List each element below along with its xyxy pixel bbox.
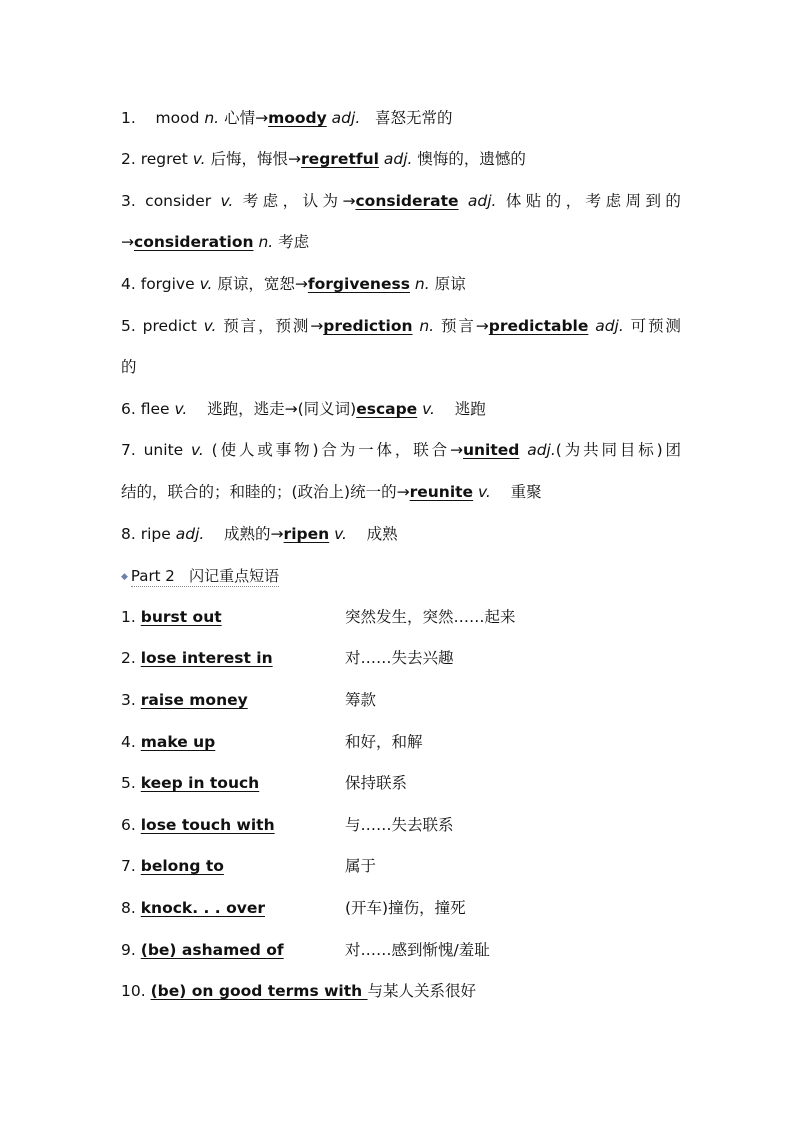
derived-pos: adj.	[383, 150, 413, 168]
phrase-meaning: 筹款	[345, 691, 377, 709]
derived-pos-2: n.	[258, 233, 274, 251]
item-number: 8.	[121, 525, 136, 543]
part-of-speech: v.	[203, 317, 217, 335]
derived-pos: n.	[414, 275, 430, 293]
phrase: (be) on good terms with	[150, 982, 368, 1000]
arrow-icon: →	[396, 483, 410, 501]
diamond-bullet-icon: ◆	[121, 572, 128, 582]
part-of-speech: v.	[199, 275, 213, 293]
meaning: 心情	[224, 109, 256, 127]
derived-meaning: 预言	[440, 317, 476, 335]
arrow-icon: →	[342, 192, 356, 210]
derived-pos: adj.	[467, 192, 497, 210]
derived-word: regretful	[301, 150, 379, 168]
vocab-item-4	[121, 274, 681, 294]
meaning-tail: 的	[121, 358, 137, 376]
derived-meaning: (为共同目标)团	[555, 441, 681, 459]
item-number: 4.	[121, 275, 136, 293]
arrow-icon: →	[255, 109, 269, 127]
derived-meaning-2: 考虑	[278, 233, 310, 251]
derived-pos: n.	[419, 317, 435, 335]
section-title-text: 闪记重点短语	[189, 567, 280, 585]
item-number: 3.	[121, 192, 136, 210]
vocab-item-5	[121, 316, 681, 336]
vocab-item-6	[121, 399, 681, 419]
derived-word: ripen	[283, 525, 330, 543]
meaning: 原谅，宽恕	[217, 275, 295, 293]
phrase-number: 9.	[121, 941, 136, 959]
phrase-item	[121, 815, 275, 835]
derived-meaning: 原谅	[434, 275, 466, 293]
phrase-number: 3.	[121, 691, 136, 709]
part-of-speech: n.	[204, 109, 220, 127]
phrase-meaning: 和好，和解	[345, 733, 423, 751]
arrow-icon: →	[121, 233, 134, 251]
phrase-number: 4.	[121, 733, 136, 751]
vocab-item-2	[121, 149, 681, 169]
vocab-item-7	[121, 440, 681, 460]
derived-pos-2: v.	[478, 483, 491, 501]
meaning: 逃跑，逃走	[207, 400, 285, 418]
phrase-item	[121, 690, 248, 710]
derived-word: prediction	[323, 317, 413, 335]
phrase-item	[121, 732, 215, 752]
item-number: 5.	[121, 317, 136, 335]
item-number: 2.	[121, 150, 136, 168]
derived-word: escape	[356, 400, 418, 418]
phrase-number: 6.	[121, 816, 136, 834]
phrase-meaning: 属于	[345, 857, 377, 875]
derived-pos: adj.	[331, 109, 361, 127]
section-heading-part-2	[121, 566, 279, 587]
phrase-meaning: 突然发生，突然……起来	[345, 608, 516, 626]
phrase-number: 10.	[121, 982, 146, 1000]
phrase: knock. . . over	[140, 899, 265, 917]
arrow-icon: →	[310, 317, 324, 335]
derived-meaning: 体贴的，考虑周到的	[505, 192, 681, 210]
derived-meaning-continued: 结的，联合的；和睦的；(政治上)统一的	[121, 483, 397, 501]
headword: regret	[140, 150, 188, 168]
vocab-item-3-continued	[121, 232, 681, 252]
phrase: keep in touch	[140, 774, 260, 792]
phrase: make up	[140, 733, 216, 751]
arrow-icon: →	[288, 150, 302, 168]
derived-word-2: reunite	[409, 483, 474, 501]
part-of-speech: v.	[220, 192, 234, 210]
vocab-item-5-continued	[121, 357, 681, 377]
vocab-item-7-continued	[121, 482, 681, 502]
phrase: lose interest in	[140, 649, 273, 667]
phrase: burst out	[140, 608, 222, 626]
derived-meaning-2: 重聚	[510, 483, 542, 501]
phrase-item	[121, 607, 222, 627]
phrase: belong to	[140, 857, 224, 875]
arrow-icon: →	[449, 441, 463, 459]
derived-pos: v.	[422, 400, 435, 418]
part-of-speech: adj.	[175, 525, 205, 543]
part-of-speech: v.	[191, 441, 204, 459]
phrase-item	[121, 856, 224, 876]
derived-word-2: consideration	[134, 233, 254, 251]
vocab-item-3	[121, 191, 681, 211]
derived-meaning-2: 可预测	[630, 317, 681, 335]
phrase-meaning: 保持联系	[345, 774, 408, 792]
derived-meaning: 喜怒无常的	[375, 109, 453, 127]
phrase-number: 7.	[121, 857, 136, 875]
section-title	[131, 567, 279, 587]
phrase: lose touch with	[140, 816, 275, 834]
headword: consider	[145, 192, 212, 210]
derived-pos-2: adj.	[595, 317, 624, 335]
phrase-item	[121, 898, 265, 918]
item-number: 7.	[121, 441, 136, 459]
meaning: 考虑，认为	[242, 192, 343, 210]
headword: mood	[155, 109, 200, 127]
phrase-meaning: (开车)撞伤，撞死	[345, 899, 466, 917]
phrase-meaning: 对……感到惭愧/羞耻	[345, 941, 490, 959]
phrase-meaning: 与某人关系很好	[367, 982, 477, 1000]
meaning: (使人或事物)合为一体，联合	[211, 441, 450, 459]
arrow-icon: →	[294, 275, 308, 293]
phrase-meaning: 与……失去联系	[345, 816, 454, 834]
derived-meaning: 成熟	[366, 525, 398, 543]
meaning: 成熟的	[224, 525, 271, 543]
derived-word: united	[462, 441, 520, 459]
phrase-meaning: 对……失去兴趣	[345, 649, 454, 667]
headword: ripe	[140, 525, 171, 543]
meaning: 后悔，悔恨	[210, 150, 289, 168]
headword: forgive	[140, 275, 195, 293]
derived-meaning: 懊悔的，遗憾的	[417, 150, 526, 168]
derived-pos: adj.	[527, 441, 556, 459]
phrase-number: 5.	[121, 774, 136, 792]
phrase: raise money	[140, 691, 248, 709]
item-number: 1.	[121, 109, 136, 127]
phrase-item	[121, 648, 273, 668]
meaning: 预言，预测	[223, 317, 311, 335]
derived-word: forgiveness	[307, 275, 410, 293]
derived-meaning: 逃跑	[454, 400, 486, 418]
derived-word-2: predictable	[488, 317, 589, 335]
derived-pos: v.	[334, 525, 347, 543]
phrase-item	[121, 981, 476, 1001]
item-number: 6.	[121, 400, 136, 418]
arrow-icon: →	[284, 400, 298, 418]
derived-word: moody	[268, 109, 327, 127]
synonym-note: (同义词)	[297, 400, 357, 418]
derived-word: considerate	[355, 192, 459, 210]
section-label: Part 2	[130, 567, 175, 585]
part-of-speech: v.	[174, 400, 188, 418]
headword: predict	[142, 317, 197, 335]
phrase: (be) ashamed of	[140, 941, 284, 959]
vocab-item-8	[121, 524, 681, 544]
vocab-item-1	[121, 108, 681, 128]
phrase-item	[121, 940, 284, 960]
phrase-number: 1.	[121, 608, 136, 626]
arrow-icon: →	[270, 525, 284, 543]
phrase-number: 8.	[121, 899, 136, 917]
arrow-icon: →	[475, 317, 489, 335]
phrase-number: 2.	[121, 649, 136, 667]
part-of-speech: v.	[192, 150, 206, 168]
phrase-item	[121, 773, 259, 793]
headword: unite	[143, 441, 184, 459]
headword: flee	[140, 400, 170, 418]
